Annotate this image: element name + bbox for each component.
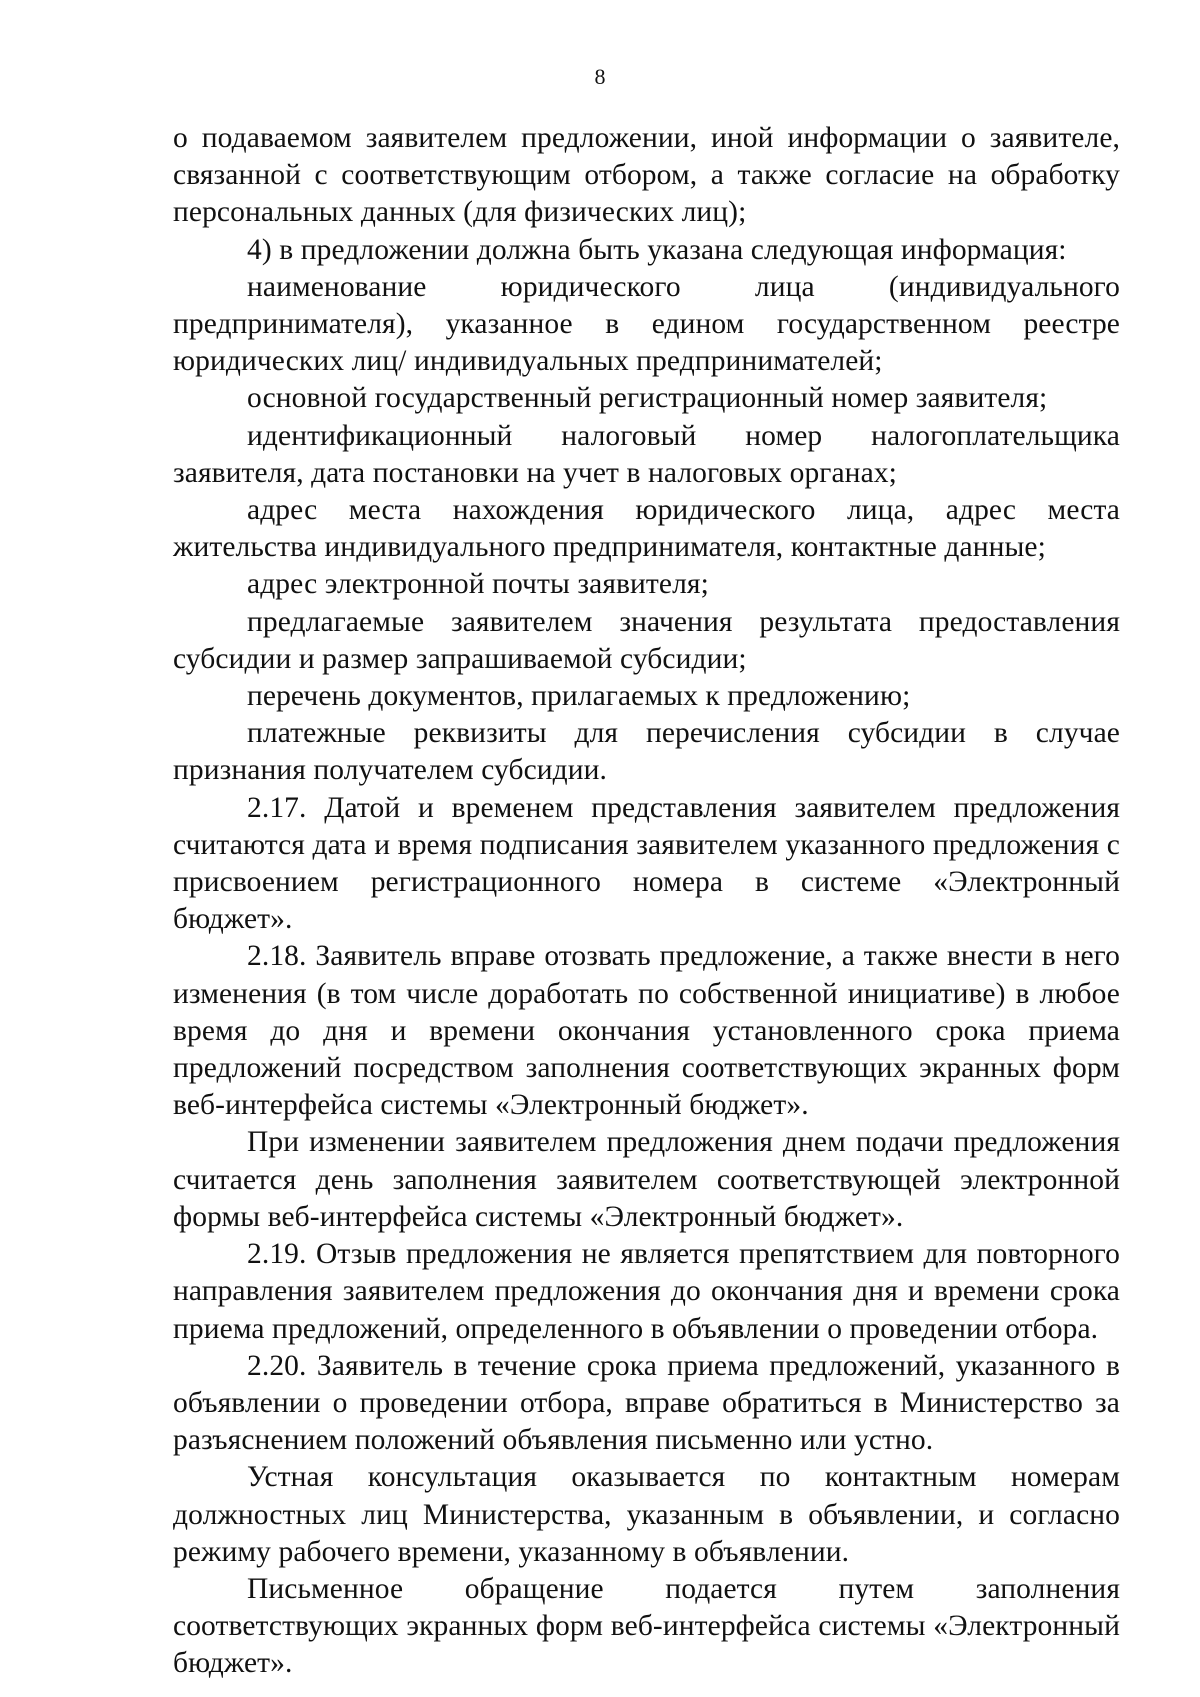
paragraph: 2.19. Отзыв предложения не является препятствием для повторного направления заявителем предложения до окончания дня и времени срока приема предложений, определенного в объявлении о проведении отбора. xyxy=(173,1238,1120,1345)
paragraph: Письменное обращение подается путем заполнения соответствующих экранных форм веб-интерфейса системы «Электронный бюджет». xyxy=(173,1572,1120,1680)
paragraph: 2.17. Датой и временем представления заявителем предложения считаются дата и время подписания заявителем указанного предложения с присвоением регистрационного номера в системе «Электронный бюджет». xyxy=(173,791,1120,936)
paragraph: адрес места нахождения юридического лица, адрес места жительства индивидуального предпринимателя, контактные данные; xyxy=(173,494,1120,564)
paragraph: 2.18. Заявитель вправе отозвать предложение, а также внести в него изменения (в том числе доработать по собственной инициативе) в любое время до дня и времени окончания установленного срока приема предложений посредством заполнения соответствующих экранных форм веб-интерфейса системы «Электронный бюджет». xyxy=(173,940,1120,1122)
paragraph: платежные реквизиты для перечисления субсидии в случае признания получателем субсидии. xyxy=(173,717,1120,787)
paragraph: основной государственный регистрационный номер заявителя; xyxy=(247,382,1048,415)
paragraph: наименование юридического лица (индивидуального предпринимателя), указанное в едином государственном реестре юридических лиц/ индивидуальных предпринимателей; xyxy=(173,270,1120,378)
paragraph: Устная консультация оказывается по контактным номерам должностных лиц Министерства, указанным в объявлении, и согласно режиму рабочего времени, указанному в объявлении. xyxy=(173,1461,1120,1568)
paragraph: 2.20. Заявитель в течение срока приема предложений, указанного в объявлении о проведении отбора, вправе обратиться в Министерство за разъяснением положений объявления письменно или устно. xyxy=(173,1349,1120,1457)
paragraph: перечень документов, прилагаемых к предложению; xyxy=(247,680,911,713)
paragraph: При изменении заявителем предложения днем подачи предложения считается день заполнения заявителем соответствующей электронной формы веб-интерфейса системы «Электронный бюджет». xyxy=(173,1126,1120,1233)
paragraph: предлагаемые заявителем значения результата предоставления субсидии и размер запрашиваемой субсидии; xyxy=(173,605,1120,675)
paragraph: адрес электронной почты заявителя; xyxy=(247,568,709,601)
paragraph: идентификационный налоговый номер налогоплательщика заявителя, дата постановки на учет в налоговых органах; xyxy=(173,419,1120,489)
document-body xyxy=(173,120,1120,1683)
page-number: 8 xyxy=(594,64,606,89)
paragraph: о подаваемом заявителем предложении, иной информации о заявителе, связанной с соответствующим отбором, а также согласие на обработку персональных данных (для физических лиц); xyxy=(173,122,1120,229)
paragraph: 4) в предложении должна быть указана следующая информация: xyxy=(247,233,1067,266)
